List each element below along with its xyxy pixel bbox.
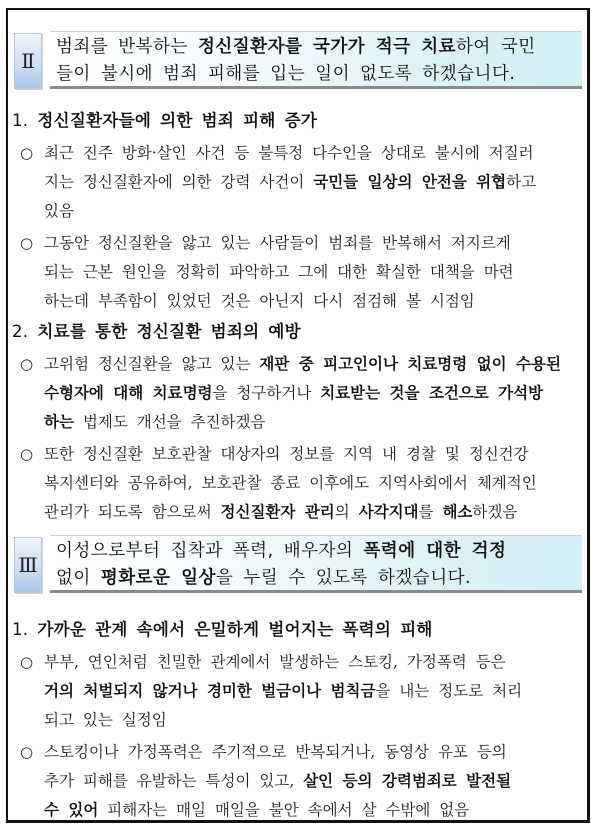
subsection-number: 1. [12,111,29,130]
section-3-title [50,535,582,593]
emphasized-text: 사각지대 [358,503,419,521]
emphasized-text: 수 있어 [44,801,99,819]
bullet-paragraph [20,440,590,527]
text-line [20,677,590,706]
emphasized-text: 치료받는 것을 조건으로 가석방 [320,384,544,402]
subsection-number: 1. [12,620,29,639]
text-run: 를 [418,503,443,521]
roman-numeral-2: Ⅱ [14,33,42,89]
subsection-title: 정신질환자들에 의한 범죄 피해 증가 [37,111,318,130]
text-line [20,648,590,677]
text-run: 또한 정신질환 보호관찰 대상자의 정보를 지역 내 경찰 및 정신건강 [44,445,529,463]
subsection-heading [12,107,317,131]
subsection-heading [12,616,433,640]
text-line [20,350,590,379]
text-run: 고위험 정신질환을 앓고 있는 [44,355,260,373]
text-line [20,469,590,498]
text-run: 되고 있는 실정임 [44,711,167,729]
text-run: 을 청구하거나 [212,384,321,402]
circle-bullet-icon: ○ [20,234,34,252]
subsection-title: 치료를 통한 정신질환 범죄의 예방 [37,322,301,341]
subsection-heading [12,318,301,342]
text-run: 하여 국민 [456,37,536,57]
text-run: 이성으로부터 집착과 폭력, 배우자의 [56,541,364,561]
text-line [20,440,590,469]
text-run: 있음 [44,202,74,220]
heading-line [56,538,578,565]
bullet-paragraph [20,738,590,825]
subsection-title: 가까운 관계 속에서 은밀하게 벌어지는 폭력의 피해 [37,620,433,639]
text-line [20,706,590,735]
heading-line [56,34,578,61]
text-line [20,498,590,527]
text-run: 범죄를 반복하는 [56,37,198,57]
circle-bullet-icon: ○ [20,445,34,463]
text-line [20,287,590,316]
text-line [20,139,590,168]
circle-bullet-icon: ○ [20,653,34,671]
section-2-title [50,31,582,89]
text-run: 최근 진주 방화·살인 사건 등 불특정 다수인을 상대로 불시에 저질러 [44,144,534,162]
section-2-header [14,31,584,93]
text-line [20,168,590,197]
text-run: 을 누릴 수 있도록 하겠습니다. [215,568,472,588]
bullet-paragraph [20,139,590,226]
heading-line [56,61,578,88]
text-run: 을 내는 정도로 처리 [375,682,523,700]
text-run: 지는 정신질환자에 의한 강력 사건이 [44,173,314,191]
text-run: 법제도 개선을 추진하겠음 [73,413,266,431]
text-line [20,738,590,767]
emphasized-text: 평화로운 일상 [100,568,216,588]
emphasized-text: 해소 [442,503,473,521]
subsection-number: 2. [12,322,29,341]
text-line [20,229,590,258]
emphasized-text: 거의 처벌되지 않거나 경미한 벌금이나 범칙금 [44,682,376,700]
text-run: 하겠음 [472,503,518,521]
text-line [20,796,590,825]
text-run: 하는데 부족함이 있었던 것은 아닌지 다시 점검해 볼 시점임 [44,292,475,310]
text-run: 의 [334,503,359,521]
text-line [20,379,590,408]
emphasized-text: 정신질환자 관리 [220,503,335,521]
bullet-paragraph [20,229,590,316]
text-run: 되는 근본 원인을 정확히 파악하고 그에 대한 확실한 대책을 마련 [44,263,514,281]
emphasized-text: 살인 등의 강력범죄로 발전될 [303,772,512,790]
circle-bullet-icon: ○ [20,743,34,761]
text-line [20,767,590,796]
emphasized-text: 재판 중 피고인이나 치료명령 없이 수용된 [259,355,561,373]
bullet-paragraph [20,350,590,437]
text-run: 복지센터와 공유하여, 보호관찰 종료 이후에도 지역사회에서 체계적인 [44,474,537,492]
emphasized-text: 하는 [44,413,74,431]
text-run: 들이 불시에 범죄 피해를 입는 일이 없도록 하겠습니다. [56,64,516,84]
text-line [20,197,590,226]
text-run: 추가 피해를 유발하는 특성이 있고, [44,772,304,790]
text-run: 그동안 정신질환을 앓고 있는 사람들이 범죄를 반복해서 저지르게 [44,234,511,252]
text-run: 하고 [506,173,537,191]
text-run: 관리가 되도록 함으로써 [44,503,221,521]
circle-bullet-icon: ○ [20,355,34,373]
text-run: 스토킹이나 가정폭력은 주기적으로 반복되거나, 동영상 유포 등의 [44,743,507,761]
emphasized-text: 정신질환자를 국가가 적극 치료 [197,37,457,57]
text-line [20,408,590,437]
emphasized-text: 폭력에 대한 걱정 [363,541,507,561]
bullet-paragraph [20,648,590,735]
text-run: 부부, 연인처럼 친밀한 관계에서 발생하는 스토킹, 가정폭력 등은 [44,653,506,671]
section-3-header [14,535,584,597]
circle-bullet-icon: ○ [20,144,34,162]
text-line [20,258,590,287]
text-run: 없이 [56,568,101,588]
heading-line [56,565,578,592]
emphasized-text: 국민들 일상의 안전을 위협 [313,173,507,191]
emphasized-text: 수형자에 대해 치료명령 [44,384,213,402]
roman-numeral-3: Ⅲ [14,537,42,593]
text-run: 피해자는 매일 매일을 불안 속에서 살 수밖에 없음 [98,801,470,819]
